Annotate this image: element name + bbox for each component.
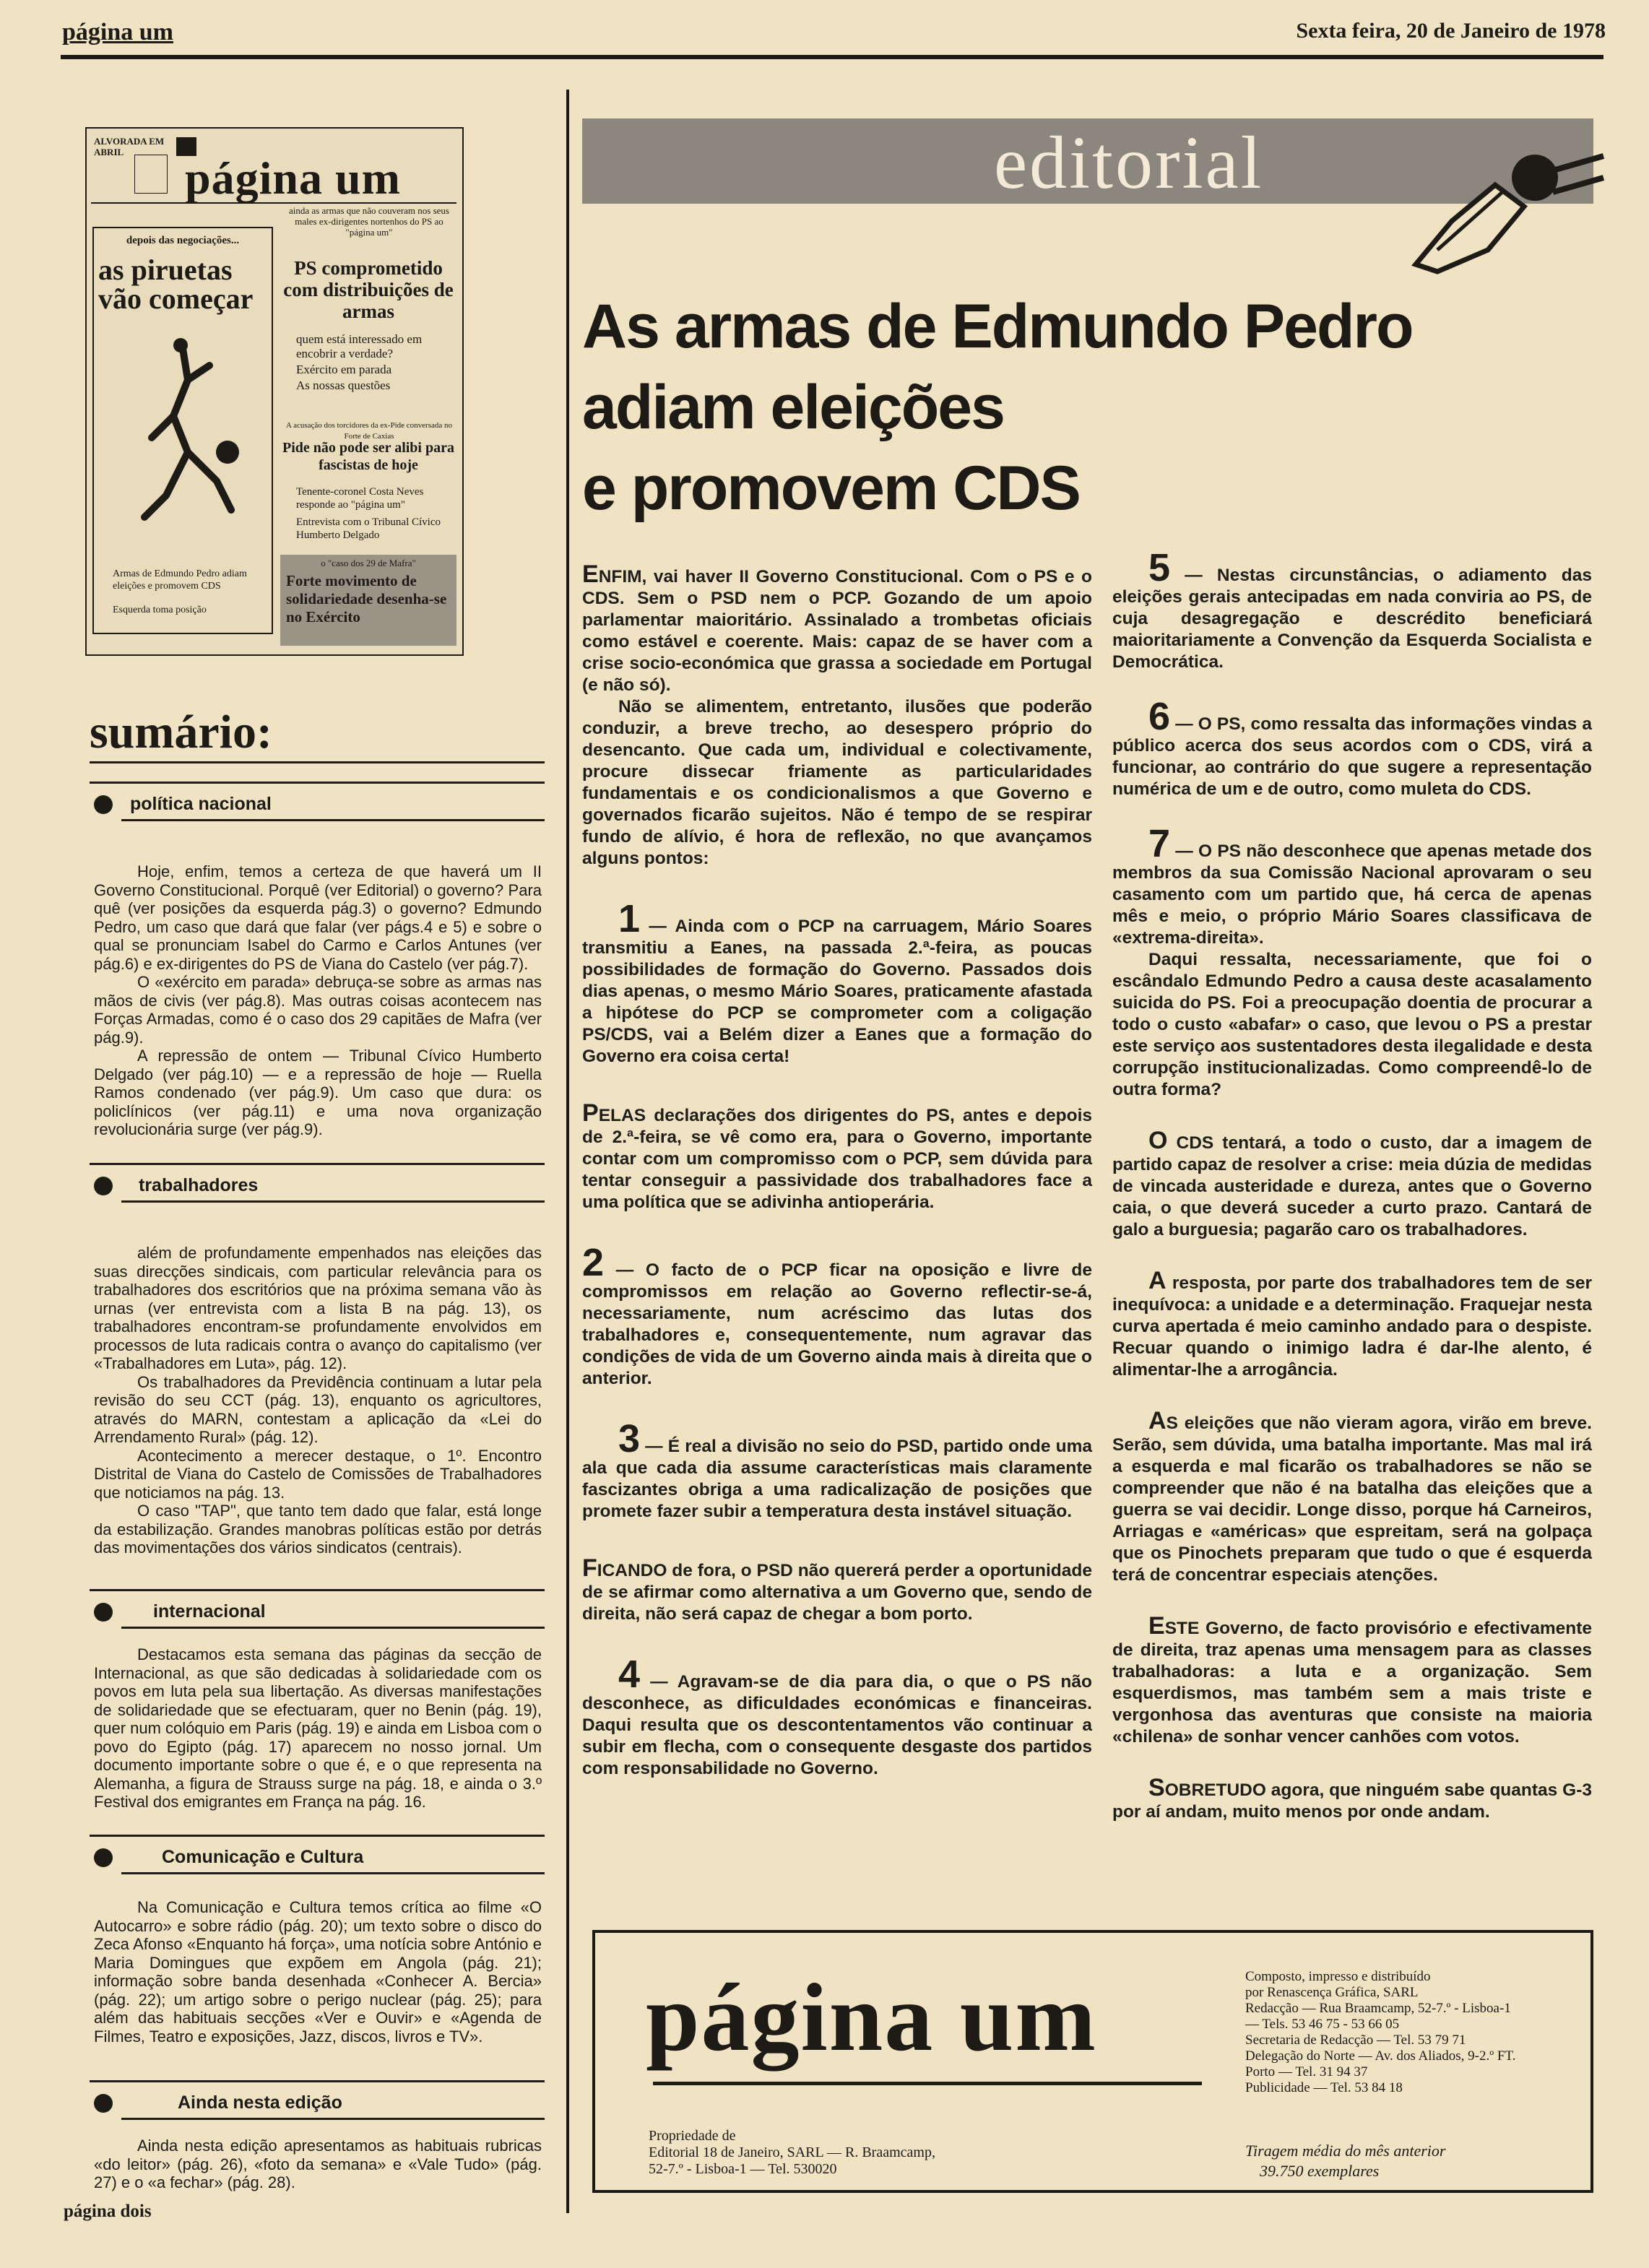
section-header-cultura: Comunicação e Cultura — [90, 1835, 545, 1874]
editorial-headline: As armas de Edmundo Pedro adiam eleições e promovem CDS — [582, 292, 1413, 523]
bullet-icon — [94, 1848, 113, 1867]
thumb-left-box: depois das negociações... as piruetas vão começar Armas de Edmundo Pedro adiam eleições e promovem CDS Esquerda toma posição — [92, 227, 273, 634]
section-text-politica: Hoje, enfim, temos a certeza de que haverá um II Governo Constitucional. Porquê (ver Editorial) o governo? Para quê (ver posições da esquerda pág.3) o governo? Edmundo Pedro, um caso que dará que falar (ver págs.4 e 5) e sobre o qual se pronunciam Isabel do Carmo e Carlos Antunes (ver pág.6) e ex-dirigentes do PS de Viana do Castelo (ver pág.7). O «exército em parada» debruça-se sobre as armas nas mãos de civis (ver pág.8). Mas outras coisas acontecem nas Forças Armadas, como é o caso dos 29 capitães de Mafra (ver pág.9). A repressão de ontem — Tribunal Cívico Humberto Delgado (ver pág.10) — e a repressão de hoje — Ruella Ramos condenado (ver pág.9). Um caso que dura: os policlínicos (ver pág.11) e uma nova organização revolucionária surge (ver pág.9). — [94, 862, 542, 1138]
para: A resposta, por parte dos trabalhadores tem de ser inequívoca: a unidade e a determinação. Fraquejar nesta curva apertada é meio caminho andado para o despiste. Recuar quando o inimigo ladra é dar-lhe alento, é alimentar-lhe a arrogância. — [1112, 1267, 1592, 1380]
para: SOBRETUDO agora, que ninguém sabe quantas G-3 por aí andam, muito menos por onde andam. — [1112, 1774, 1592, 1822]
thumb-dark-box: o "caso dos 29 de Mafra" Forte movimento de solidariedade desenha-se no Exército — [280, 555, 456, 646]
thumb-main-headline: PS comprometido com distribuições de armas — [283, 257, 454, 322]
thumb-title: página um — [185, 152, 401, 204]
section-masthead: página um — [62, 19, 173, 46]
para: ENFIM, vai haver II Governo Constitucional. Com o PS e o CDS. Sem o PSD nem o PCP. Gozando de um apoio parlamentar maioritário. Assinalado a trombetas oficiais como estável e coerente. Mais: capaz de se haver com a crise socio-económica que grassa a sociedade em Portugal (e não só). — [582, 560, 1092, 695]
para: AS eleições que não vieram agora, virão em breve. Serão, sem dúvida, uma batalha importante. Mas mal irá a esquerda e mal ficarão os trabalhadores se não se compreender que não é na batalha das eleições que a guerra se vai decidir. Longe disso, porque há Carneiros, Arriagas e «américas» que espreitam, será na golpaça que os Pinochets preparam que tudo o que é esquerda terá de concentrar especiais atenções. — [1112, 1407, 1592, 1585]
front-page-thumbnail: ALVORADA EM ABRIL página um depois das negociações... as piruetas vão começar Armas de Edmundo Pedro adiam eleições e promovem CDS Esquerda toma posição ainda as armas que não couveram nos seus males ex-dirigentes nortenhos do PS ao "página um" PS comprometido com distribuições de armas quem está interessado em encobrir a verdade? Exército em parada As nossas questões A acusação dos torcidores da ex-Pide conversada no Forte de Caxias Pide não pode ser alibi para fascistas de hoje Tenente-coronel Costa Neves responde ao "página um" Entrevista com o Tribunal Cívico Humberto Delgado o "caso dos 29 de Mafra" Forte movimento de solidariedade desenha-se no Exército — [85, 127, 464, 656]
section-header-ainda: Ainda nesta edição — [90, 2080, 545, 2120]
section-header-politica: política nacional — [90, 782, 545, 821]
colophon-logo: página um — [646, 1964, 1097, 2071]
point-5: 5 — Nestas circunstâncias, o adiamento das eleições gerais antecipadas em nada conviria ao PS, de cuja desagregação e descrédito beneficiará maioritariamente a Convenção da Esquerda Socialista e Democrática. — [1112, 546, 1592, 672]
para: O CDS tentará, a todo o custo, dar a imagem de partido capaz de resolver a crise: meia dúzia de medidas de vincada austeridade e dureza, antes que o Governo caia, o que deverá suceder a curto prazo. Cantará de galo a burguesia; pagarão caro os trabalhadores. — [1112, 1127, 1592, 1239]
point-4: 4 — Agravam-se de dia para dia, o que o PS não desconhece, as dificuldades económicas e financeiras. Daqui resulta que os descontentamentos vão continuar a subir em flecha, com o consequente desgaste dos partidos com responsabilidade no Governo. — [582, 1653, 1092, 1778]
circulation-info: Tiragem média do mês anterior 39.750 exemplares — [1245, 2142, 1446, 2180]
sumario-title: sumário: — [90, 706, 272, 758]
section-text-internacional: Destacamos esta semana das páginas da secção de Internacional, as que são dedicadas à solidariedade com os povos em luta pela sua libertação. As diversas manifestações de solidariedade que se efectuaram, quer no Benin (pág. 19), quer num colóquio em Paris (pág. 19) e ainda em Lisboa com o povo do Egipto (pág. 17) aparecem no nosso jornal. Um documento importante sobre o que é, e o que representa na Alemanha, a figura de Strauss surge na pág. 18, e ainda o 3.º Festival dos emigrantes em França na pág. 16. — [94, 1645, 542, 1811]
editorial-column-2 — [1112, 546, 1592, 1823]
section-text-trabalhadores: além de profundamente empenhados nas eleições das suas direcções sindicais, com particular relevância para os trabalhadores dos escritórios que na próxima semana vão às urnas (ver entrevista com a lista B na pág. 13), os trabalhadores encontram-se profundamente envolvidos em processos de luta radicais contra o avanço do capitalismo (ver «Trabalhadores em Luta», pág. 12). Os trabalhadores da Previdência continuam a lutar pela revisão do seu CCT (pág. 13), enquanto os agricultores, através do MARN, contestam a aplicação da «Lei do Arrendamento Rural» (pág. 12). Acontecimento a merecer destaque, o 1º. Encontro Distrital de Viana do Castelo de Comissões de Trabalhadores que noticiamos na pág. 13. O caso "TAP", que tanto tem dado que falar, está longe da estabilização. Grandes manobras políticas estão por detrás das movimentações dos vários sindicatos (centrais). — [94, 1244, 542, 1557]
bullet-icon — [94, 2094, 113, 2113]
page-footer: página dois — [64, 2202, 152, 2221]
thumb-masthead: ALVORADA EM ABRIL página um — [91, 133, 456, 204]
para: ESTE Governo, de facto provisório e efectivamente de direita, traz apenas uma mensagem para as classes trabalhadoras: a luta e a organização. Sem esquerdismos, mas também sem a mais triste e vergonhosa das aventuras que consiste na maioria «chilena» de sonhar vencer canhões com votos. — [1112, 1612, 1592, 1747]
section-header-trabalhadores: trabalhadores — [90, 1163, 545, 1203]
portrait-image — [134, 155, 168, 194]
bullet-icon — [94, 1177, 113, 1195]
colophon-info: Composto, impresso e distribuído por Renascença Gráfica, SARL Redacção — Rua Braamcamp, 52-7.º - Lisboa-1 — Tels. 53 46 75 - 53 66 05 Secretaria de Redacção — Tel. 53 79 71 Delegação do Norte — Av. dos Aliados, 9-2.º FT. Porto — Tel. 31 94 37 Publicidade — Tel. 53 84 18 — [1245, 1969, 1516, 2095]
thumb-big-headline: as piruetas vão começar — [98, 254, 254, 315]
para: Não se alimentem, entretanto, ilusões que poderão conduzir, a breve trecho, ao desespero próprio do desencanto. Que cada um, individual e colectivamente, procure dissecar friamente as particularidades fundamentais e os condicionalismos a que Governo e governados ficarão sujeitos. Não é tempo de se respirar fundo de alívio, é hora de reflexão, no que avançamos alguns pontos: — [582, 697, 1092, 868]
bullet-icon — [94, 795, 113, 814]
section-text-cultura: Na Comunicação e Cultura temos crítica ao filme «O Autocarro» e sobre rádio (pág. 20); um texto sobre o disco do Zeca Afonso «Enquanto há força», uma notícia sobre António e Maria Domingues que expõem em Angola (pág. 21); informação sobre banda desenhada «Conhecer A. Bercia» (pág. 22); um artigo sobre o perigo nuclear (pág. 25); para além das habituais secções «Ver e Ouvir» e «Agenda de Filmes, Teatro e exposições, Jazz, discos, livros e TV». — [94, 1898, 542, 2046]
point-1: 1 — Ainda com o PCP na carruagem, Mário Soares transmitiu a Eanes, na passada 2.ª-feira, as poucas possibilidades de formação do Governo. Passados dois dias apenas, o mesmo Mário Soares, praticamente afastada a hipótese do PCP se comprometer com a coligação PS/CDS, vai a Belém dizer a Eanes que a formação do Governo era coisa certa! — [582, 897, 1093, 1066]
point-2: 2 — O facto de o PCP ficar na oposição e livre de compromissos em relação ao Governo reflectir-se-á, necessariamente, num acréscimo das lutas dos trabalhadores e, consequentemente, num agravar das condições de vida de um Governo ainda mais à direita que o anterior. — [582, 1241, 1092, 1388]
ownership-info: Propriedade de Editorial 18 de Janeiro, SARL — R. Braamcamp, 52-7.º - Lisboa-1 — Tel. 530020 — [649, 2128, 935, 2177]
colophon-box — [592, 1930, 1593, 2193]
section-text-ainda: Ainda nesta edição apresentamos as habituais rubricas «do leitor» (pág. 26), «foto da semana» e «Vale Tudo» (pág. 27) e o «a fechar» (pág. 28). — [94, 2137, 542, 2191]
column-divider — [566, 90, 569, 2213]
bullet-icon — [94, 1603, 113, 1622]
pen-nib-icon — [1408, 142, 1611, 279]
masthead-rule — [61, 55, 1603, 59]
para: Daqui ressalta, necessariamente, que foi o escândalo Edmundo Pedro a causa deste acasalamento suicida do PS. Foi a preocupação doentia de procurar a todo o custo «abafar» o caso, que levou o PS a prestar este serviço aos sustentadores desta ilegalidade e desta corrupção institucionalizadas. Como compreendê-lo de outra forma? — [1112, 950, 1592, 1099]
point-6: 6 — O PS, como ressalta das informações vindas a público acerca dos seus acordos com o CDS, virá a funcionar, ao contrário do que sugere a representação numérica de um e de outro, como muleta do CDS. — [1112, 695, 1592, 799]
para: PELAS declarações dos dirigentes do PS, antes e depois de 2.ª-feira, se vê como era, para o Governo, importante contar com um compromisso com o PCP, sem dúvida para tentar conseguir a passividade dos trabalhadores face a uma política que se adivinha antioperária. — [582, 1099, 1092, 1212]
section-header-internacional: internacional — [90, 1589, 545, 1629]
acrobat-illustration — [101, 337, 264, 524]
point-7: 7 — O PS não desconhece que apenas metade dos membros da sua Comissão Nacional aprovaram o seu casamento com um partido que, há cerca de apenas mês e meio, o próprio Mário Soares classificava de «extrema-direita». — [1112, 822, 1592, 948]
para: FICANDO de fora, o PSD não quererá perder a oportunidade de se afirmar como alternativa a um Governo que, sendo de direita, não será capaz de chegar a bom porto. — [582, 1554, 1092, 1624]
issue-date: Sexta feira, 20 de Janeiro de 1978 — [1296, 19, 1606, 43]
editorial-label: editorial — [994, 121, 1264, 204]
editorial-column-1 — [582, 560, 1093, 1780]
point-3: 3 — É real a divisão no seio do PSD, partido onde uma ala que cada dia assume características mais claramente fascizantes obriga a uma radicalização de posições que promete fazer subir a temperatura desta instável situação. — [582, 1417, 1092, 1521]
